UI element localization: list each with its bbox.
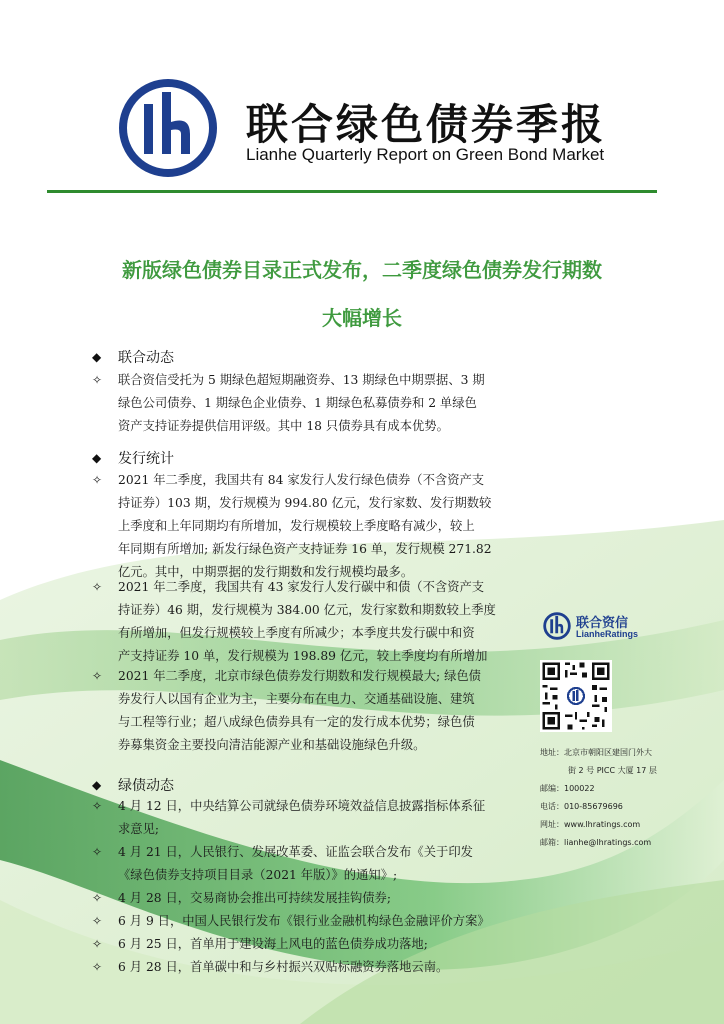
text-line: 6 月 9 日，中国人民银行发布《银行业金融机构绿色金融评价方案》 [118,914,490,928]
star-bullet-icon: ✧ [92,473,103,487]
diamond-bullet-icon: ◆ [92,451,102,465]
issuance-item [92,576,522,668]
contact-website-link[interactable]: 网址：www.lhratings.com [540,820,641,829]
text-line: 亿元。其中，中期票据的发行期数和发行规模均最多。 [118,565,414,579]
contact-postcode: 邮编：100022 [540,784,595,793]
contact-address-line-1: 地址：北京市朝阳区建国门外大 [540,748,652,757]
star-bullet-icon: ✧ [92,669,103,683]
section-title-text: 发行统计 [118,451,174,467]
headline-line-2: 大幅增长 [322,306,402,330]
text-line: 6 月 25 日，首单用于建设海上风电的蓝色债券成功落地; [118,937,428,951]
text-line: 2021 年二季度，北京市绿色债券发行期数和发行规模最大; 绿色债 [118,669,481,683]
star-bullet-icon: ✧ [92,937,103,951]
text-line: 绿色公司债券、1 期绿色企业债券、1 期绿色私募债券和 2 单绿色 [118,396,477,410]
section-title-lianhe [92,347,174,367]
header-divider [47,190,657,193]
text-line: 资产支持证券提供信用评级。其中 18 只债券具有成本优势。 [118,419,449,433]
text-line: 券募集资金主要投向清洁能源产业和基础设施绿色升级。 [118,738,426,752]
contact-phone: 电话：010-85679696 [540,802,623,811]
star-bullet-icon: ✧ [92,580,103,594]
issuance-item [92,469,522,584]
text-line: 上季度和上年同期均有所增加，发行规模较上季度略有减少，较上 [118,519,475,533]
lianhe-ratings-logo-icon [543,612,571,640]
list-item [92,841,512,887]
text-line: 联合资信受托为 5 期绿色超短期融资券、13 期绿色中期票据、3 期 [118,373,485,387]
report-title-cn: 联合绿色债券季报 [246,100,607,149]
star-bullet-icon: ✧ [92,914,103,928]
qr-code-icon[interactable] [540,660,612,732]
list-item [92,933,512,956]
text-line: 持证券）46 期，发行规模为 384.00 亿元，发行家数和期数较上季度 [118,603,496,617]
star-bullet-icon: ✧ [92,799,103,813]
text-line: 年同期有所增加; 新发行绿色资产支持证券 16 单，发行规模 271.82 [118,542,492,556]
text-line: 求意见; [118,822,160,836]
text-line: 有所增加，但发行规模较上季度有所减少；本季度共发行碳中和资 [118,626,475,640]
text-line: 4 月 12 日，中央结算公司就绿色债券环境效益信息披露指标体系征 [118,799,486,813]
text-line: 《绿色债券支持项目目录（2021 年版）》的通知》; [118,868,398,882]
text-line: 持证券）103 期，发行规模为 994.80 亿元，发行家数、发行期数较 [118,496,492,510]
headline-line-1: 新版绿色债券目录正式发布，二季度绿色债券发行期数 [122,258,602,282]
contact-info [540,744,657,852]
text-line: 4 月 21 日，人民银行、发展改革委、证监会联合发布《关于印发 [118,845,473,859]
section-title-text: 绿债动态 [118,778,174,794]
section-title-issuance [92,448,174,468]
list-item [92,956,512,979]
section-title-text: 联合动态 [118,350,174,366]
diamond-bullet-icon: ◆ [92,778,102,792]
list-item [92,910,512,933]
news-list [92,795,512,979]
star-bullet-icon: ✧ [92,845,103,859]
list-item [92,887,512,910]
lianhe-item [92,369,522,438]
headline [60,246,664,342]
text-line: 与工程等行业；超八成绿色债券具有一定的发行成本优势；绿色债 [118,715,475,729]
text-line: 6 月 28 日，首单碳中和与乡村振兴双贴标融资券落地云南。 [118,960,449,974]
lianhe-logo-icon [118,78,218,178]
text-line: 产支持证券 10 单，发行规模为 198.89 亿元，较上季度均有所增加 [118,649,488,663]
list-item [92,795,512,841]
contact-email-link[interactable]: 邮箱：lianhe@lhratings.com [540,838,652,847]
text-line: 2021 年二季度，我国共有 43 家发行人发行碳中和债（不含资产支 [118,580,485,594]
text-line: 4 月 28 日，交易商协会推出可持续发展挂钩债券; [118,891,391,905]
star-bullet-icon: ✧ [92,891,103,905]
contact-address-line-2: 街 2 号 PICC 大厦 17 层 [568,766,657,775]
star-bullet-icon: ✧ [92,960,103,974]
report-title-en: Lianhe Quarterly Report on Green Bond Market [246,145,605,164]
text-line: 券发行人以国有企业为主，主要分布在电力、交通基础设施、建筑 [118,692,475,706]
brand-name-cn: 联合资信 [576,616,629,631]
star-bullet-icon: ✧ [92,373,103,387]
diamond-bullet-icon: ◆ [92,350,102,364]
section-title-news [92,775,174,795]
brand-name-en: LianheRatings [576,629,639,639]
text-line: 2021 年二季度，我国共有 84 家发行人发行绿色债券（不含资产支 [118,473,485,487]
issuance-item [92,665,522,757]
